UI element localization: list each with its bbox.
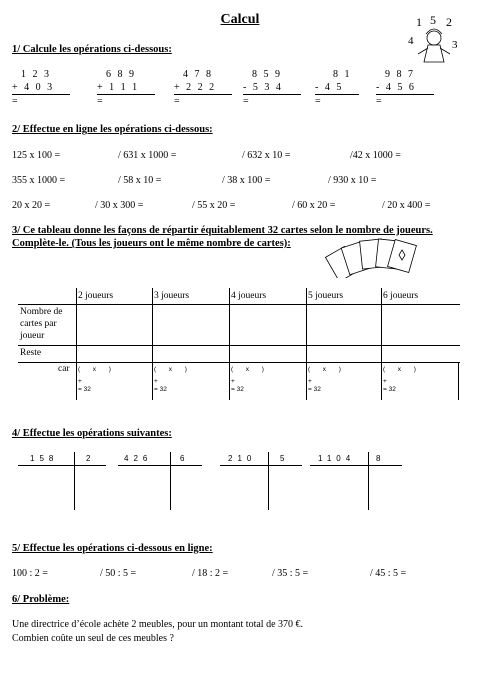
division-op: 100 : 2 = — [12, 568, 48, 579]
divisor: 6 — [180, 454, 185, 463]
section-4-heading: 4/ Effectue les opérations suivantes: — [12, 428, 172, 439]
subtraction-3 — [376, 68, 436, 108]
clipart-digit: 3 — [452, 39, 458, 51]
addition-1 — [12, 68, 72, 108]
playing-cards-illustration — [325, 236, 425, 278]
mult-op: / 55 x 20 = — [192, 200, 236, 211]
column-header: 2 joueurs — [78, 291, 114, 301]
car-cell-product: ( x ) — [308, 366, 341, 373]
clipart-digit: 5 — [430, 14, 436, 27]
divisor: 5 — [280, 454, 285, 463]
mult-op: 355 x 1000 = — [12, 175, 66, 186]
clipart-digit: 2 — [446, 15, 452, 29]
mult-op: / 58 x 10 = — [118, 175, 162, 186]
section-3-heading-line1: 3/ Ce tableau donne les façons de répartir équitablement 32 cartes selon le nombre de joueurs. — [12, 225, 433, 236]
division-line — [268, 452, 269, 510]
mult-op: / 30 x 300 = — [95, 200, 144, 211]
car-cell-plus: + — [231, 378, 235, 385]
subtraction-bottom: - 5 3 4 — [243, 81, 301, 95]
section-2-heading: 2/ Effectue en ligne les opérations ci-dessous: — [12, 124, 213, 135]
row-label-reste: Reste — [20, 348, 42, 358]
car-cell — [154, 366, 226, 394]
column-header: 3 joueurs — [154, 291, 190, 301]
clipart-digit: 1 — [416, 15, 422, 29]
car-cell-total: = 32 — [231, 386, 244, 393]
car-cell-plus: + — [308, 378, 312, 385]
section-5-heading: 5/ Effectue les opérations ci-dessous en ligne: — [12, 543, 213, 554]
division-line — [118, 465, 202, 466]
table-line — [18, 345, 460, 346]
car-cell — [383, 366, 455, 394]
addition-bottom: + 4 0 3 — [12, 81, 70, 95]
subtraction-equals: = — [315, 96, 321, 107]
car-cell-plus: + — [78, 378, 82, 385]
dividend: 426 — [124, 454, 153, 463]
division-line — [74, 452, 75, 510]
addition-top: 4 7 8 — [174, 69, 213, 80]
mult-op: / 632 x 10 = — [242, 150, 291, 161]
division-op: / 35 : 5 = — [272, 568, 309, 579]
subtraction-top: 8 5 9 — [243, 69, 282, 80]
addition-2 — [97, 68, 157, 108]
mult-op: / 20 x 400 = — [382, 200, 431, 211]
dividend: 158 — [30, 454, 59, 463]
mult-op: / 60 x 20 = — [292, 200, 336, 211]
addition-top: 1 2 3 — [12, 69, 51, 80]
car-cell-total: = 32 — [154, 386, 167, 393]
addition-equals: = — [174, 96, 180, 107]
column-header: 4 joueurs — [231, 291, 267, 301]
car-cell — [308, 366, 380, 394]
car-cell — [231, 366, 303, 394]
table-line — [76, 288, 77, 400]
addition-bottom: + 2 2 2 — [174, 81, 232, 95]
problem-line-1: Une directrice d’école achète 2 meubles, pour un montant total de 370 €. — [12, 619, 304, 630]
subtraction-2 — [315, 68, 375, 108]
division-line — [18, 465, 106, 466]
division-op: / 45 : 5 = — [370, 568, 407, 579]
mult-op: 20 x 20 = — [12, 200, 51, 211]
mult-op: / 631 x 1000 = — [118, 150, 177, 161]
division-line — [220, 465, 302, 466]
table-line — [381, 288, 382, 400]
car-cell-product: ( x ) — [231, 366, 264, 373]
divisor: 8 — [376, 454, 381, 463]
section-6-heading: 6/ Problème: — [12, 594, 70, 605]
section-1-heading: 1/ Calcule les opérations ci-dessous: — [12, 44, 172, 55]
division-op: / 50 : 5 = — [100, 568, 137, 579]
subtraction-equals: = — [376, 96, 382, 107]
row-label-car: car — [58, 364, 70, 374]
subtraction-bottom: - 4 5 — [315, 81, 359, 95]
divisor: 2 — [86, 454, 91, 463]
page-title: Calcul — [220, 12, 260, 27]
addition-bottom: + 1 1 1 — [97, 81, 155, 95]
division-line — [368, 452, 369, 510]
car-cell-product: ( x ) — [78, 366, 111, 373]
table-line — [229, 288, 230, 400]
car-cell-total: = 32 — [383, 386, 396, 393]
table-line — [18, 362, 460, 363]
division-op: / 18 : 2 = — [192, 568, 229, 579]
number-girl-illustration — [404, 14, 466, 64]
division-line — [310, 465, 402, 466]
mult-op: /42 x 1000 = — [350, 150, 401, 161]
car-cell-plus: + — [154, 378, 158, 385]
car-cell-total: = 32 — [308, 386, 321, 393]
car-cell-product: ( x ) — [383, 366, 416, 373]
mult-op: 125 x 100 = — [12, 150, 61, 161]
dividend: 1104 — [318, 454, 356, 463]
table-line — [152, 288, 153, 400]
addition-3 — [174, 68, 234, 108]
subtraction-top: 8 1 — [315, 69, 352, 80]
car-cell — [78, 366, 150, 394]
car-cell-total: = 32 — [78, 386, 91, 393]
addition-equals: = — [12, 96, 18, 107]
row-label-cards: Nombre de cartes par joueur — [20, 307, 63, 341]
mult-op: / 930 x 10 = — [328, 175, 377, 186]
subtraction-1 — [243, 68, 303, 108]
division-line — [170, 452, 171, 510]
dividend: 210 — [228, 454, 257, 463]
addition-top: 6 8 9 — [97, 69, 136, 80]
problem-line-2: Combien coûte un seul de ces meubles ? — [12, 633, 174, 644]
subtraction-equals: = — [243, 96, 249, 107]
table-line — [306, 288, 307, 400]
clipart-digit: 4 — [408, 35, 414, 47]
table-line — [18, 304, 460, 305]
addition-equals: = — [97, 96, 103, 107]
column-header: 6 joueurs — [383, 291, 419, 301]
subtraction-bottom: - 4 5 6 — [376, 81, 434, 95]
car-cell-plus: + — [383, 378, 387, 385]
section-3-heading-line2: Complète-le. (Tous les joueurs ont le même nombre de cartes): — [12, 238, 291, 249]
mult-op: / 38 x 100 = — [222, 175, 271, 186]
subtraction-top: 9 8 7 — [376, 69, 415, 80]
column-header: 5 joueurs — [308, 291, 344, 301]
table-line — [458, 362, 459, 400]
car-cell-product: ( x ) — [154, 366, 187, 373]
